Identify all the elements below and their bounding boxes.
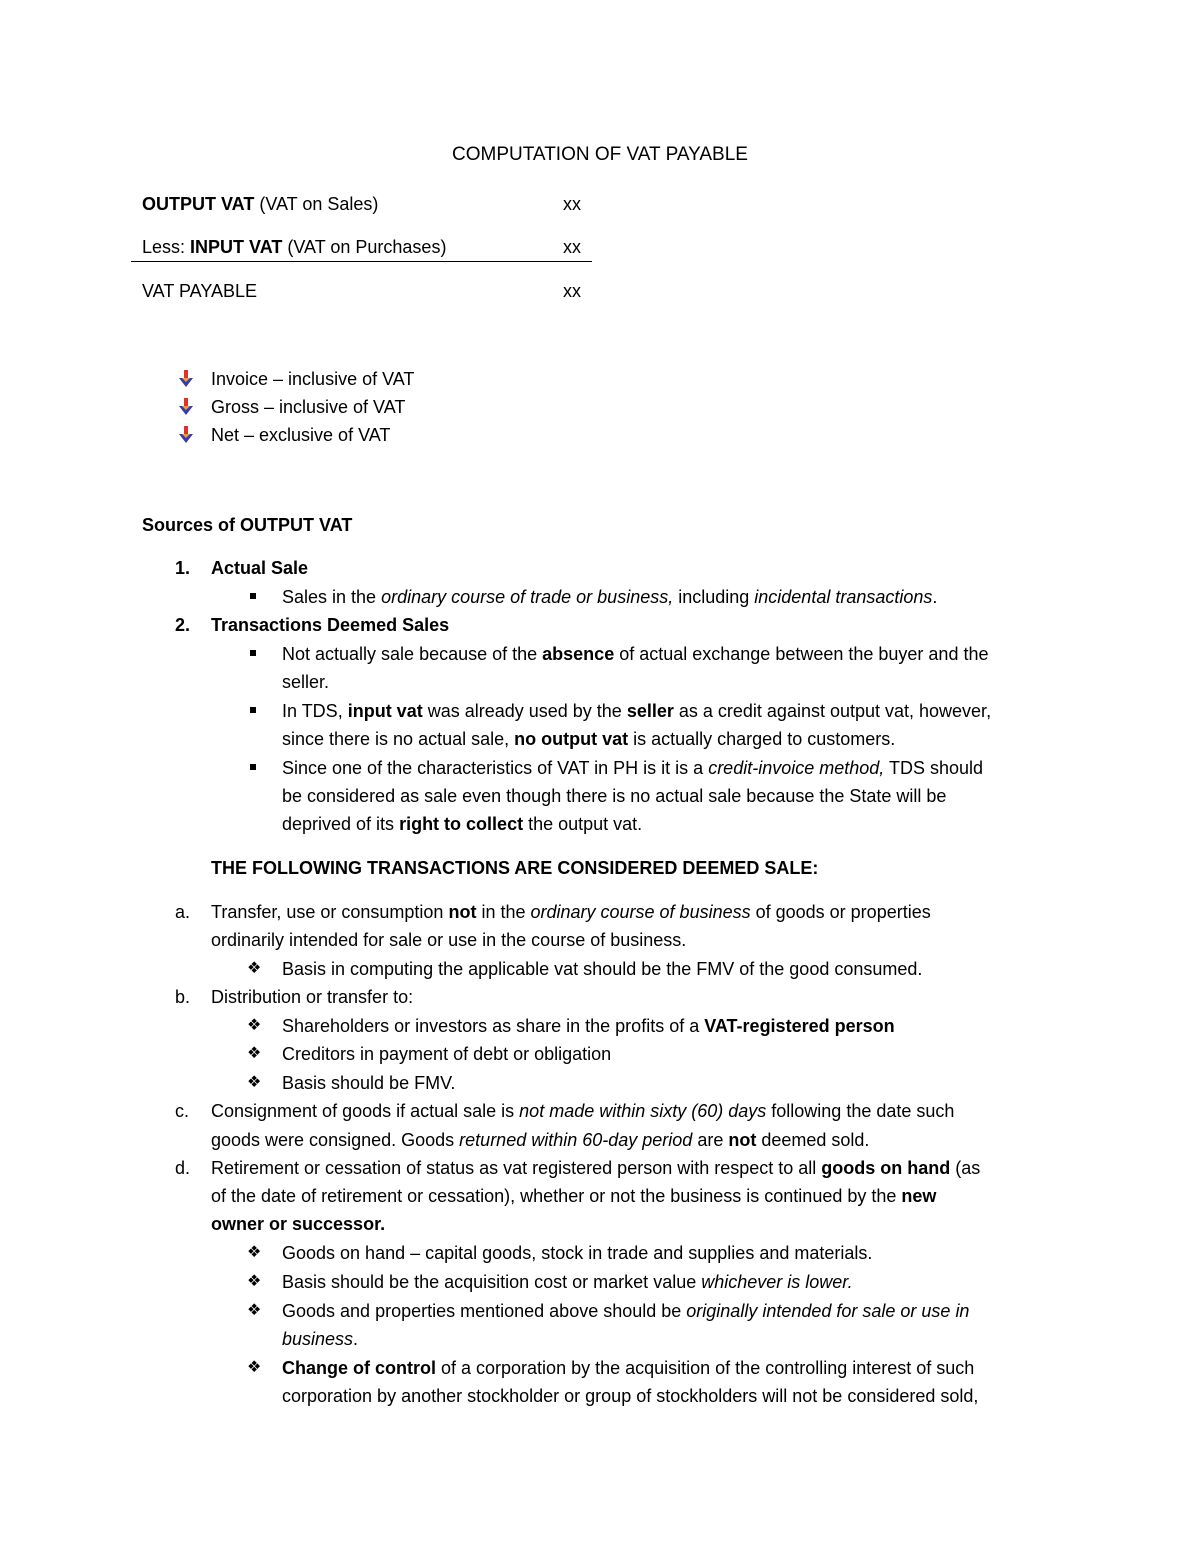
- output-vat-label: OUTPUT VAT: [142, 194, 255, 214]
- input-vat-value: xx: [563, 237, 581, 257]
- vat-payable-value: xx: [563, 281, 581, 301]
- square-bullet-icon: [250, 764, 256, 770]
- square-bullet-icon: [250, 593, 256, 599]
- item-a-detail: Basis in computing the applicable vat should be the FMV of the good consumed.: [282, 959, 923, 979]
- vat-payable-label: VAT PAYABLE: [142, 281, 258, 301]
- arrow-down-icon: [178, 370, 194, 388]
- deemed-sales-title: Transactions Deemed Sales: [211, 615, 450, 635]
- item-d-detail-4: Change of control of a corporation by the acquisition of the controlling interest of such: [282, 1358, 975, 1378]
- list-letter: b.: [175, 987, 191, 1007]
- item-d-line2: of the date of retirement or cessation), whether or not the business is continued by the new: [211, 1186, 937, 1206]
- diamond-bullet-icon: ❖: [247, 1045, 262, 1062]
- item-d-detail-4-cont: corporation by another stockholder or group of stockholders will not be considered sold,: [282, 1386, 979, 1406]
- list-number: 2.: [175, 615, 191, 635]
- arrow-down-icon: [178, 426, 194, 444]
- square-bullet-icon: [250, 707, 256, 713]
- item-d-detail-2: Basis should be the acquisition cost or market value whichever is lower.: [282, 1272, 853, 1292]
- item-b-detail-1: Shareholders or investors as share in the profits of a VAT-registered person: [282, 1016, 895, 1036]
- diamond-bullet-icon: ❖: [247, 1273, 262, 1290]
- arrow-down-icon: [178, 398, 194, 416]
- list-number: 1.: [175, 558, 191, 578]
- actual-sale-title: Actual Sale: [211, 558, 309, 578]
- output-vat-desc: (VAT on Sales): [254, 194, 379, 214]
- definition-item: Gross – inclusive of VAT: [211, 397, 406, 417]
- diamond-bullet-icon: ❖: [247, 1302, 262, 1319]
- item-d-detail-3-cont: business.: [282, 1329, 359, 1349]
- output-vat-value: xx: [563, 194, 581, 214]
- input-vat-desc: (VAT on Purchases): [282, 237, 447, 257]
- subtotal-rule: [131, 261, 592, 262]
- deemed-desc-1-cont: seller.: [282, 672, 330, 692]
- document-title: COMPUTATION OF VAT PAYABLE: [452, 144, 748, 165]
- diamond-bullet-icon: ❖: [247, 1244, 262, 1261]
- item-c-line2: goods were consigned. Goods returned within 60-day period are not deemed sold.: [211, 1130, 870, 1150]
- diamond-bullet-icon: ❖: [247, 1074, 262, 1091]
- item-a-line2: ordinarily intended for sale or use in the course of business.: [211, 930, 687, 950]
- input-vat-prefix: Less:: [142, 237, 191, 257]
- square-bullet-icon: [250, 650, 256, 656]
- diamond-bullet-icon: ❖: [247, 960, 262, 977]
- deemed-sale-heading: THE FOLLOWING TRANSACTIONS ARE CONSIDERED DEEMED SALE:: [211, 858, 819, 878]
- deemed-desc-2: In TDS, input vat was already used by the seller as a credit against output vat, however,: [282, 701, 992, 721]
- input-vat-row: [142, 235, 446, 259]
- item-d-line1: Retirement or cessation of status as vat registered person with respect to all goods on hand (as: [211, 1158, 981, 1178]
- item-b-detail-3: Basis should be FMV.: [282, 1073, 456, 1093]
- definition-item: Net – exclusive of VAT: [211, 425, 391, 445]
- item-d-line3: owner or successor.: [211, 1214, 386, 1234]
- list-letter: d.: [175, 1158, 191, 1178]
- deemed-desc-1: Not actually sale because of the absence of actual exchange between the buyer and the: [282, 644, 989, 664]
- item-d-detail-3: Goods and properties mentioned above should be originally intended for sale or use in: [282, 1301, 970, 1321]
- deemed-desc-3-cont2: deprived of its right to collect the output vat.: [282, 814, 643, 834]
- item-d-detail-1: Goods on hand – capital goods, stock in trade and supplies and materials.: [282, 1243, 873, 1263]
- list-letter: a.: [175, 902, 191, 922]
- item-a-line1: Transfer, use or consumption not in the ordinary course of business of goods or properties: [211, 902, 931, 922]
- deemed-desc-3-cont: be considered as sale even though there is no actual sale because the State will be: [282, 786, 947, 806]
- list-letter: c.: [175, 1101, 190, 1121]
- item-b-line1: Distribution or transfer to:: [211, 987, 414, 1007]
- deemed-desc-2-cont: since there is no actual sale, no output vat is actually charged to customers.: [282, 729, 896, 749]
- input-vat-label: INPUT VAT: [190, 237, 283, 257]
- sources-heading: Sources of OUTPUT VAT: [142, 515, 353, 535]
- item-b-detail-2: Creditors in payment of debt or obligation: [282, 1044, 612, 1064]
- actual-sale-desc: Sales in the ordinary course of trade or business, including incidental transactions.: [282, 587, 938, 607]
- diamond-bullet-icon: ❖: [247, 1017, 262, 1034]
- diamond-bullet-icon: ❖: [247, 1359, 262, 1376]
- definition-item: Invoice – inclusive of VAT: [211, 369, 415, 389]
- output-vat-row: [142, 192, 378, 216]
- vat-payable-row: [142, 279, 257, 303]
- item-c-line1: Consignment of goods if actual sale is not made within sixty (60) days following the date such: [211, 1101, 955, 1121]
- deemed-desc-3: Since one of the characteristics of VAT in PH is it is a credit-invoice method, TDS should: [282, 758, 983, 778]
